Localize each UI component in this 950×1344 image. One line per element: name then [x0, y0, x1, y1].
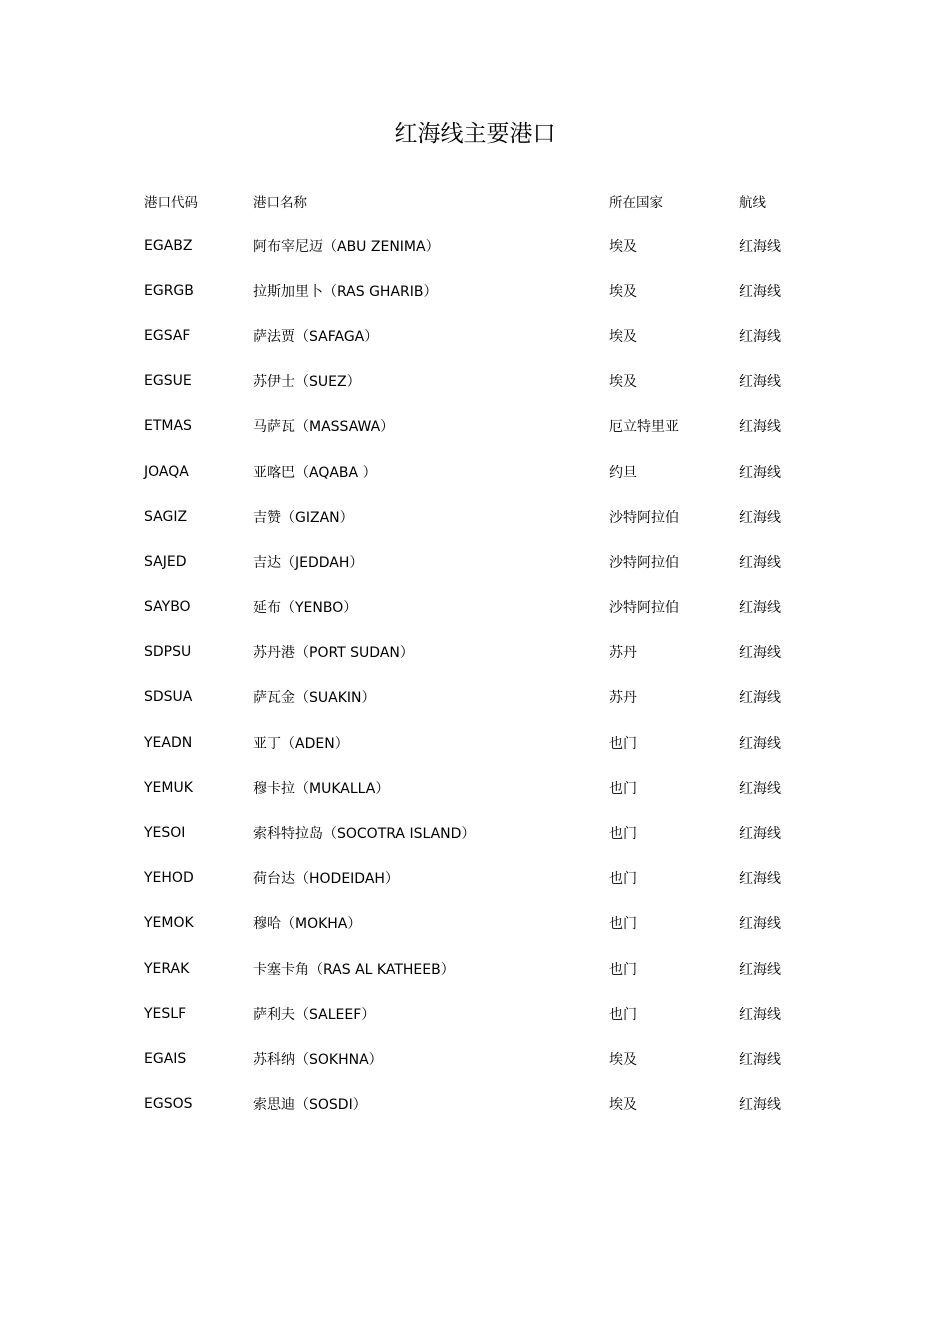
country-cell: 埃及 — [609, 1097, 637, 1114]
country-cell: 埃及 — [609, 238, 637, 255]
port-table — [144, 179, 844, 1127]
port-name-close-paren: ） — [368, 1051, 383, 1068]
table-row — [144, 268, 844, 313]
port-code-cell: JOAQA — [144, 463, 189, 480]
port-code-cell: YERAK — [144, 960, 190, 977]
port-name-cell — [253, 1082, 609, 1127]
port-name-cell — [253, 901, 609, 946]
port-code-cell: SAGIZ — [144, 508, 188, 525]
table-row — [144, 630, 844, 675]
country-cell: 苏丹 — [609, 690, 637, 707]
port-name-chinese: 苏科纳（ — [253, 1051, 309, 1068]
table-row — [144, 539, 844, 584]
port-name-cell — [253, 359, 609, 404]
port-name-cell — [253, 449, 609, 494]
port-name-chinese: 萨瓦金（ — [253, 690, 309, 707]
port-name-cell — [253, 856, 609, 901]
table-row — [144, 1082, 844, 1127]
port-name-cell — [253, 946, 609, 991]
port-name-chinese: 穆卡拉（ — [253, 780, 309, 797]
port-name-close-paren: ） — [362, 464, 377, 481]
port-name-english: MUKALLA — [309, 780, 376, 797]
port-name-cell — [253, 313, 609, 358]
header-country: 所在国家 — [609, 195, 663, 211]
port-name-close-paren: ） — [380, 419, 395, 436]
port-name-cell — [253, 223, 609, 268]
port-code-cell: SAYBO — [144, 599, 191, 616]
port-code-cell: EGABZ — [144, 237, 193, 254]
port-name-cell — [253, 720, 609, 765]
port-name-close-paren: ） — [352, 1097, 367, 1114]
port-name-english: YENBO — [295, 600, 344, 617]
port-code-cell: EGSOS — [144, 1096, 193, 1113]
port-name-close-paren: ） — [364, 328, 379, 345]
route-cell: 红海线 — [739, 961, 781, 978]
port-name-chinese: 吉赞（ — [253, 509, 295, 526]
port-name-english: SALEEF — [309, 1006, 362, 1023]
route-cell: 红海线 — [739, 735, 781, 752]
port-name-english: PORT SUDAN — [309, 645, 400, 662]
port-name-close-paren: ） — [461, 826, 476, 843]
port-name-cell — [253, 765, 609, 810]
port-code-cell: YESLF — [144, 1005, 187, 1022]
table-row — [144, 494, 844, 539]
port-name-chinese: 延布（ — [253, 600, 295, 617]
port-name-chinese: 穆哈（ — [253, 916, 295, 933]
port-name-chinese: 亚丁（ — [253, 735, 295, 752]
port-name-english: SOCOTRA ISLAND — [337, 826, 462, 843]
document-title: 红海线主要港口 — [394, 121, 556, 147]
port-code-cell: SDPSU — [144, 644, 192, 661]
port-code-cell: YEMUK — [144, 779, 193, 796]
port-code-cell: YESOI — [144, 825, 186, 842]
port-name-close-paren: ） — [349, 554, 364, 571]
port-name-chinese: 索科特拉岛（ — [253, 826, 337, 843]
route-cell: 红海线 — [739, 1097, 781, 1114]
port-code-cell: EGRGB — [144, 282, 194, 299]
table-row — [144, 675, 844, 720]
port-name-cell — [253, 539, 609, 584]
table-row — [144, 901, 844, 946]
port-name-close-paren: ） — [399, 645, 414, 662]
country-cell: 也门 — [609, 1006, 637, 1023]
country-cell: 埃及 — [609, 283, 637, 300]
country-cell: 也门 — [609, 735, 637, 752]
port-name-english: GIZAN — [295, 509, 340, 526]
port-name-close-paren: ） — [423, 283, 438, 300]
table-row — [144, 720, 844, 765]
route-cell: 红海线 — [739, 645, 781, 662]
port-name-cell — [253, 404, 609, 449]
port-name-english: JEDDAH — [295, 554, 350, 571]
port-name-close-paren: ） — [425, 238, 440, 255]
port-name-close-paren: ） — [375, 780, 390, 797]
table-row — [144, 946, 844, 991]
port-name-close-paren: ） — [384, 871, 399, 888]
port-name-english: MOKHA — [295, 916, 348, 933]
port-name-chinese: 卡塞卡角（ — [253, 961, 323, 978]
route-cell: 红海线 — [739, 554, 781, 571]
port-name-english: HODEIDAH — [309, 871, 385, 888]
route-cell: 红海线 — [739, 419, 781, 436]
port-name-english: RAS GHARIB — [337, 283, 424, 300]
route-cell: 红海线 — [739, 328, 781, 345]
header-route: 航线 — [739, 195, 766, 211]
port-name-chinese: 拉斯加里卜（ — [253, 283, 337, 300]
port-code-cell: YEADN — [144, 734, 193, 751]
port-name-chinese: 萨利夫（ — [253, 1006, 309, 1023]
header-port-code: 港口代码 — [144, 195, 198, 211]
port-code-cell: EGAIS — [144, 1050, 187, 1067]
country-cell: 沙特阿拉伯 — [609, 600, 679, 617]
port-name-english: SOSDI — [309, 1097, 353, 1114]
port-name-chinese: 苏丹港（ — [253, 645, 309, 662]
table-row — [144, 810, 844, 855]
port-name-close-paren: ） — [339, 509, 354, 526]
port-name-english: SUAKIN — [309, 690, 362, 707]
port-name-chinese: 苏伊士（ — [253, 374, 309, 391]
port-name-chinese: 马萨瓦（ — [253, 419, 309, 436]
port-name-close-paren: ） — [361, 1006, 376, 1023]
table-body — [144, 223, 844, 1127]
port-name-close-paren: ） — [347, 916, 362, 933]
port-name-cell — [253, 630, 609, 675]
country-cell: 约旦 — [609, 464, 637, 481]
table-row — [144, 223, 844, 268]
route-cell: 红海线 — [739, 1006, 781, 1023]
route-cell: 红海线 — [739, 780, 781, 797]
port-name-english: RAS AL KATHEEB — [323, 961, 441, 978]
country-cell: 也门 — [609, 916, 637, 933]
country-cell: 也门 — [609, 826, 637, 843]
table-row — [144, 404, 844, 449]
route-cell: 红海线 — [739, 826, 781, 843]
port-name-chinese: 亚喀巴（ — [253, 464, 309, 481]
port-name-english: SOKHNA — [309, 1051, 369, 1068]
port-name-english: AQABA — [309, 464, 363, 481]
country-cell: 苏丹 — [609, 645, 637, 662]
port-name-close-paren: ） — [361, 690, 376, 707]
port-name-chinese: 吉达（ — [253, 554, 295, 571]
port-name-cell — [253, 991, 609, 1036]
route-cell: 红海线 — [739, 374, 781, 391]
country-cell: 也门 — [609, 961, 637, 978]
table-row — [144, 585, 844, 630]
port-name-close-paren: ） — [440, 961, 455, 978]
header-port-name: 港口名称 — [253, 195, 307, 211]
port-name-cell — [253, 494, 609, 539]
country-cell: 沙特阿拉伯 — [609, 554, 679, 571]
table-row — [144, 313, 844, 358]
port-name-english: ABU ZENIMA — [337, 238, 426, 255]
country-cell: 埃及 — [609, 374, 637, 391]
port-name-chinese: 荷台达（ — [253, 871, 309, 888]
port-name-chinese: 萨法贾（ — [253, 328, 309, 345]
country-cell: 埃及 — [609, 1051, 637, 1068]
route-cell: 红海线 — [739, 690, 781, 707]
port-code-cell: EGSAF — [144, 327, 191, 344]
table-row — [144, 856, 844, 901]
table-row — [144, 449, 844, 494]
route-cell: 红海线 — [739, 238, 781, 255]
country-cell: 沙特阿拉伯 — [609, 509, 679, 526]
port-code-cell: SDSUA — [144, 689, 193, 706]
port-name-english: MASSAWA — [309, 419, 381, 436]
route-cell: 红海线 — [739, 509, 781, 526]
table-row — [144, 991, 844, 1036]
country-cell: 厄立特里亚 — [609, 419, 679, 436]
table-row — [144, 359, 844, 404]
port-name-cell — [253, 268, 609, 313]
table-row — [144, 1036, 844, 1081]
port-name-cell — [253, 675, 609, 720]
port-code-cell: EGSUE — [144, 373, 192, 390]
route-cell: 红海线 — [739, 464, 781, 481]
route-cell: 红海线 — [739, 283, 781, 300]
port-name-close-paren: ） — [346, 374, 361, 391]
route-cell: 红海线 — [739, 916, 781, 933]
port-code-cell: YEMOK — [144, 915, 194, 932]
port-name-close-paren: ） — [334, 735, 349, 752]
port-name-close-paren: ） — [343, 600, 358, 617]
table-row — [144, 765, 844, 810]
port-name-english: ADEN — [295, 735, 335, 752]
country-cell: 埃及 — [609, 328, 637, 345]
port-name-chinese: 阿布宰尼迈（ — [253, 238, 337, 255]
port-code-cell: SAJED — [144, 553, 187, 570]
table-header-row — [144, 179, 844, 223]
port-name-cell — [253, 585, 609, 630]
port-name-english: SAFAGA — [309, 328, 365, 345]
port-name-chinese: 索思迪（ — [253, 1097, 309, 1114]
route-cell: 红海线 — [739, 1051, 781, 1068]
route-cell: 红海线 — [739, 600, 781, 617]
port-name-english: SUEZ — [309, 374, 347, 391]
port-name-cell — [253, 810, 609, 855]
port-name-cell — [253, 1036, 609, 1081]
port-code-cell: YEHOD — [144, 870, 194, 887]
route-cell: 红海线 — [739, 871, 781, 888]
port-code-cell: ETMAS — [144, 418, 192, 435]
country-cell: 也门 — [609, 871, 637, 888]
country-cell: 也门 — [609, 780, 637, 797]
